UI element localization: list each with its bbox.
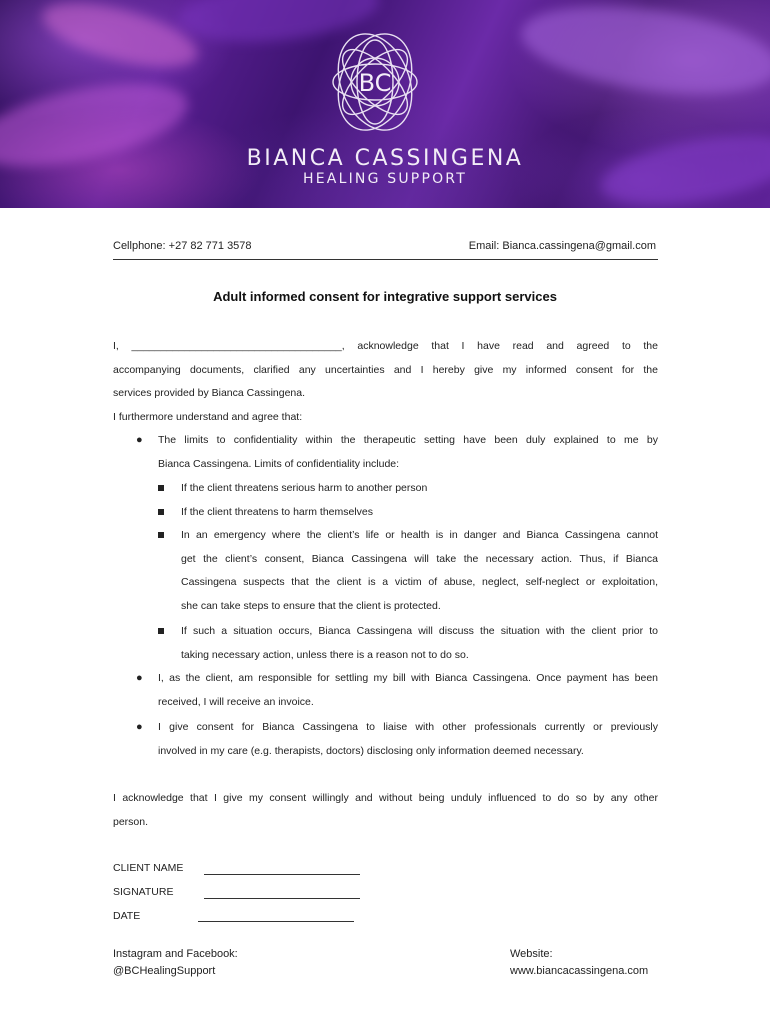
furthermore-line: I furthermore understand and agree that: (113, 410, 303, 423)
sub-bullet-item (158, 477, 658, 501)
acknowledgement-line: I acknowledge that I give my consent willingly and without being unduly influenced to do so by any other (113, 792, 658, 804)
square-bullet-icon (158, 485, 164, 491)
bullet-text: received, I will receive an invoice. (158, 695, 314, 708)
header-banner (0, 0, 770, 208)
bullet-text: I, as the client, am responsible for settling my bill with Bianca Cassingena. Once payment has been (158, 672, 658, 684)
website-info (510, 946, 648, 980)
date-field (113, 910, 140, 930)
signature-input-line[interactable] (204, 887, 360, 899)
brand-subtitle: HEALING SUPPORT (303, 171, 467, 187)
client-name-input-line[interactable] (204, 863, 360, 875)
client-name-field (113, 862, 183, 882)
sub-bullet-item (158, 620, 658, 667)
intro-paragraph (113, 335, 658, 429)
sub-bullet-item (158, 524, 658, 618)
contact-row (113, 240, 658, 260)
date-label: DATE (113, 910, 141, 922)
bullet-text: Bianca Cassingena. Limits of confidentiality include: (158, 457, 400, 470)
intro-line: I, ____________________________________, acknowledge that I have read and agreed to the (113, 340, 658, 352)
mandala-logo-icon (300, 22, 450, 142)
bullet-item (136, 667, 658, 714)
sub-bullet-text: Cassingena suspects that the client is a victim of abuse, neglect, self-neglect or exploitation, (181, 576, 658, 588)
client-name-label: CLIENT NAME (113, 862, 184, 874)
sub-bullet-item (158, 501, 658, 525)
website-label: Website: (510, 948, 553, 960)
sub-bullet-text: In an emergency where the client’s life or health is in danger and Bianca Cassingena cannot (181, 529, 658, 541)
phone-number: Cellphone: +27 82 771 3578 (113, 240, 252, 252)
square-bullet-icon (158, 532, 164, 538)
sub-bullet-text: get the client’s consent, Bianca Cassingena will take the necessary action. Thus, if Bianca (181, 552, 658, 565)
signature-field (113, 886, 173, 906)
bullet-text: involved in my care (e.g. therapists, doctors) disclosing only information deemed necessary. (158, 744, 584, 757)
logo-monogram: BC (358, 69, 392, 97)
square-bullet-icon (158, 509, 164, 515)
sub-bullet-text: If such a situation occurs, Bianca Cassingena will discuss the situation with the client prior to (181, 625, 658, 637)
social-handle: @BCHealingSupport (113, 965, 216, 977)
bullet-item (136, 429, 658, 476)
bullet-dot-icon: ● (136, 672, 143, 684)
website-url: www.biancacassingena.com (510, 965, 649, 977)
sub-bullet-text: taking necessary action, unless there is a reason not to do so. (181, 648, 469, 661)
bullet-text: The limits to confidentiality within the therapeutic setting have been duly explained to me by (158, 434, 658, 446)
bullet-item (136, 716, 658, 763)
email-address: Email: Bianca.cassingena@gmail.com (468, 240, 656, 252)
date-input-line[interactable] (198, 910, 354, 922)
social-info (113, 946, 238, 980)
bullet-text: I give consent for Bianca Cassingena to liaise with other professionals currently or previously (158, 721, 658, 733)
bullet-dot-icon: ● (136, 721, 143, 733)
acknowledgement-paragraph (113, 787, 658, 834)
sub-bullet-text: she can take steps to ensure that the client is protected. (181, 599, 441, 612)
signature-label: SIGNATURE (113, 886, 174, 898)
sub-bullet-text: If the client threatens to harm themselves (181, 506, 374, 518)
bullet-dot-icon: ● (136, 434, 143, 446)
acknowledgement-line: person. (113, 815, 149, 828)
social-label: Instagram and Facebook: (113, 948, 238, 960)
brand-title: BIANCA CASSINGENA (246, 146, 524, 171)
square-bullet-icon (158, 628, 164, 634)
intro-line: accompanying documents, clarified any uncertainties and I hereby give my informed consent for the (113, 363, 658, 376)
sub-bullet-text: If the client threatens serious harm to another person (181, 482, 428, 494)
intro-line: services provided by Bianca Cassingena. (113, 387, 306, 399)
document-title: Adult informed consent for integrative support services (213, 289, 557, 304)
